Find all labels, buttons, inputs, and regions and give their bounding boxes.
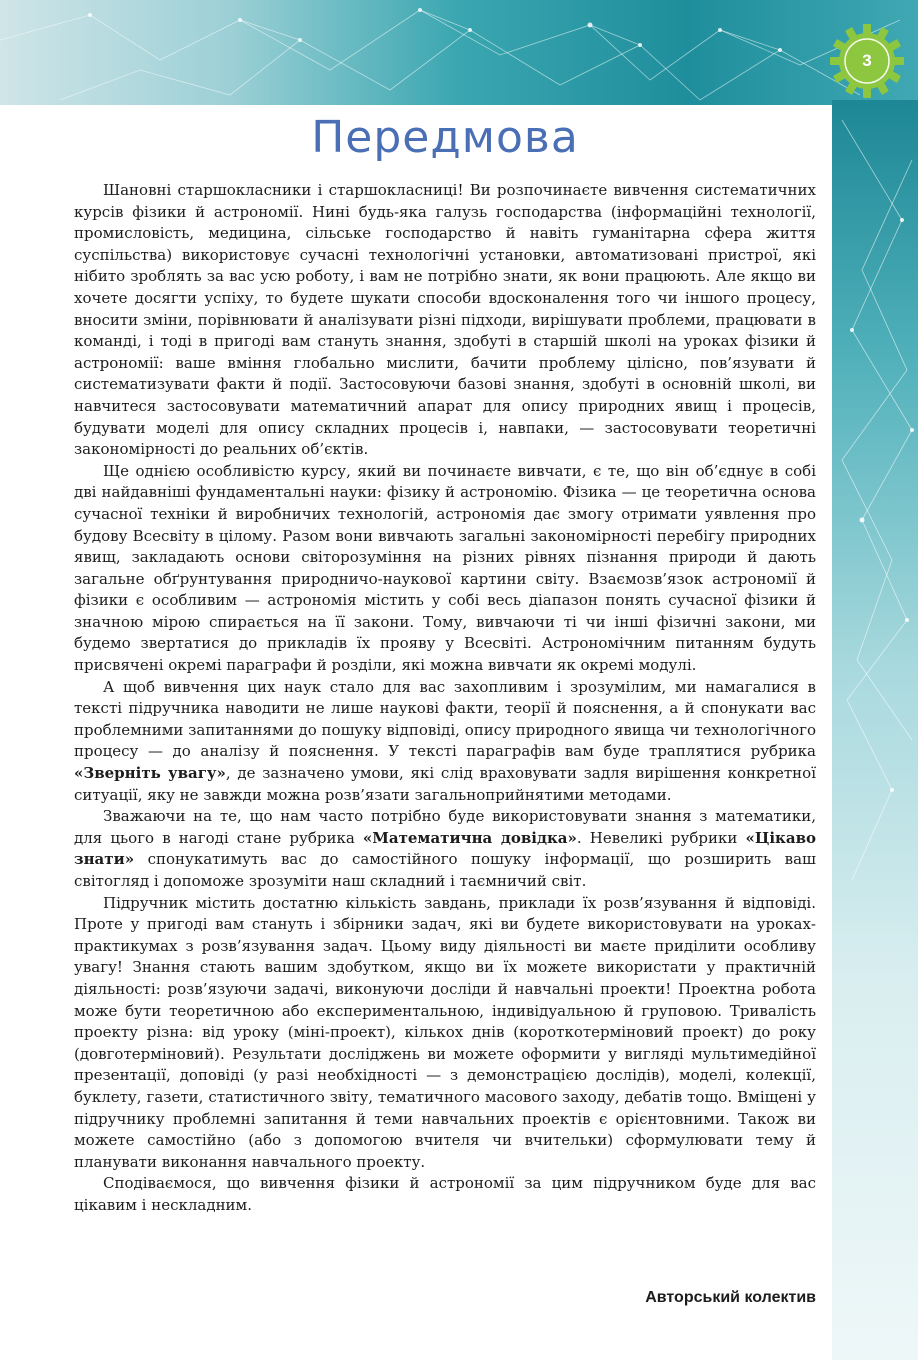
page-number: 3 xyxy=(862,51,872,70)
paragraph-p5 xyxy=(74,893,816,1174)
side-banner xyxy=(832,100,918,1360)
paragraph-p4 xyxy=(74,806,816,892)
text-segment: , де зазначено умови, які слід враховувати задля вирішення конкретної ситуації, яку не завжди можна розв’язати загальноприйнятими методами. xyxy=(74,764,817,804)
rubric-name: «Цікаво знати» xyxy=(74,828,816,869)
text-segment: Підручник містить достатню кількість завдань, приклади їх розв’язування й відповіді. Проте у пригоді вам стануть і збірники задач, які ви будете використовувати на уроках-практикумах з розв’язування задач. Цьому виду діяльності ви маєте приділити особливу увагу! Знання стають вашим здобутком, якщо ви їх можете використати у практичній діяльності: розв’язуючи задачі, виконуючи досліди й навчальні проекти! Проектна робота може бути теоретичною або експериментальною, індивідуальною й груповою. Тривалість проекту різна: від уроку (міні-проект), кількох днів (короткотерміновий проект) до року (довготерміновий). Результати досліджень ви можете оформити у вигляді мультимедійної презентації, доповіді (у разі необхідності — з демонстрацією дослідів), моделі, колекції, буклету, газети, статистичного звіту, тематичного масового заходу, дебатів тощо. Вміщені у підручнику проблемні запитання й теми навчальних проектів є орієнтовними. Також ви можете самостійно (або з допомогою вчителя чи вчительки) сформулювати тему й планувати виконання навчального проекту. xyxy=(74,893,816,1171)
paragraph-p1 xyxy=(74,180,816,461)
text-segment: . Невеликі рубрики xyxy=(576,828,746,847)
text-segment: Ще однією особливістю курсу, який ви починаєте вивчати, є те, що він об’єднує в собі дві найдавніші фундаментальні науки: фізику й астрономію. Фізика — це теоретична основа сучасної техніки й виробничих технологій, астрономія дає змогу отримати уявлення про будову Всесвіту в цілому. Разом вони вивчають загальні закономірності перебігу природних явищ, закладають основи світорозуміння на різних рівнях пізнання природи й дають загальне обґрунтування природничо-наукової картини світу. Взаємозв’язок астрономії й фізики є особливим — астрономія містить у собі весь діапазон понять сучасної фізики й значною мірою спирається на її закони. Тому, вивчаючи ті чи інші фізичні закони, ми будемо звертатися до прикладів їх прояву у Всесвіті. Астрономічним питанням будуть присвячені окремі параграфи й розділи, які можна вивчати як окремі модулі. xyxy=(74,461,816,675)
text-segment: спонукатимуть вас до самостійного пошуку інформації, що розширить ваш світогляд і допоможе зрозуміти наш складний і таємничий світ. xyxy=(74,850,816,890)
header-banner xyxy=(0,0,918,105)
constellation-network-side xyxy=(832,100,918,1360)
paragraph-p3 xyxy=(74,677,816,807)
text-segment: Зважаючи на те, що нам часто потрібно буде використовувати знання з математики, для цього в нагоді стане рубрика xyxy=(74,807,816,847)
paragraph-p2 xyxy=(74,461,816,677)
text-segment: Шановні старшокласники і старшокласниці! Ви розпочинаєте вивчення систематичних курсів фізики й астрономії. Нині будь-яка галузь господарства (інформаційні технології, промисловість, медицина, сільське господарство й навіть гуманітарна сфера життя суспільства) використовує сучасні технологічні установки, автоматизовані пристрої, які нібито зроблять за вас усю роботу, і вам не потрібно знати, як вони працюють. Але якщо ви хочете досягти успіху, то будете шукати способи вдосконалення того чи іншого процесу, вносити зміни, порівнювати й аналізувати різні підходи, вирішувати проблеми, працювати в команді, і тоді в пригоді вам стануть знання, здобуті в старшій школі на уроках фізики й астрономії: ваше вміння глобально мислити, бачити проблему цілісно, пов’язувати й систематизувати факти й події. Застосовуючи базові знання, здобуті в основній школі, ви навчитеся застосовувати математичний апарат для опису природних явищ і процесів, будувати моделі для опису складних процесів і, навпаки, — застосовувати теоретичні закономірності до реальних об’єктів. xyxy=(74,181,816,459)
text-segment: Сподіваємося, що вивчення фізики й астрономії за цим підручником буде для вас цікавим і нескладним. xyxy=(74,1174,816,1214)
constellation-network-top xyxy=(0,0,918,105)
paragraph-p6 xyxy=(74,1173,816,1216)
rubric-name: «Математична довідка» xyxy=(362,828,577,847)
page-title: Передмова xyxy=(311,112,579,163)
text-segment: А щоб вивчення цих наук стало для вас захопливим і зрозумілим, ми намагалися в тексті підручника наводити не лише наукові факти, теорії й пояснення, а й спонукати вас проблемними запитаннями до пошуку відповіді, опису природного явища чи технологічного процесу — до аналізу й пояснення. У тексті параграфів вам буде траплятися рубрика xyxy=(74,677,816,761)
preface-body xyxy=(74,180,816,1217)
rubric-name: «Зверніть увагу» xyxy=(74,764,226,783)
author-signature: Авторський колектив xyxy=(645,1289,816,1306)
